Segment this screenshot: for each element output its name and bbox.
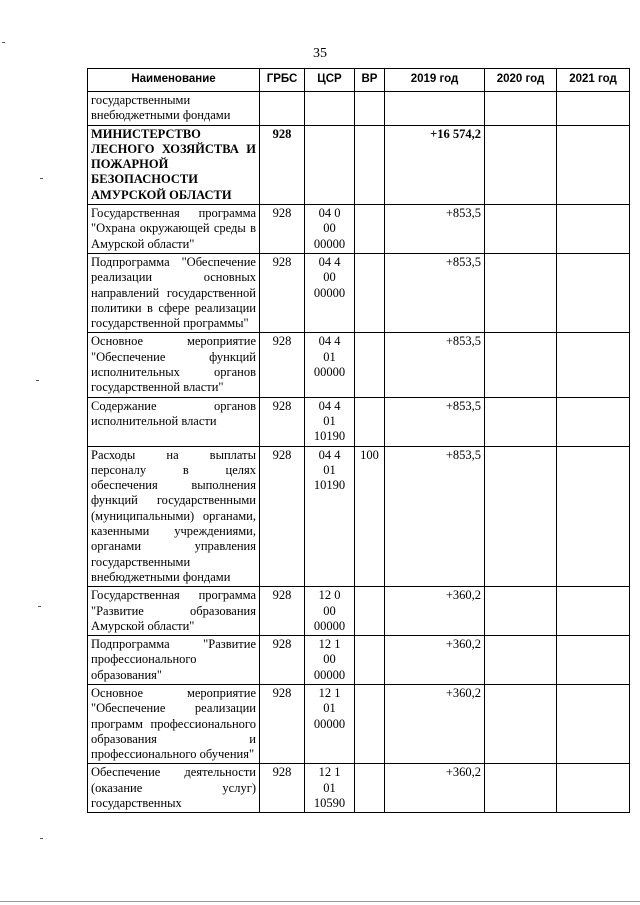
header-csr: ЦСР	[305, 69, 355, 92]
header-2019: 2019 год	[385, 69, 485, 92]
scan-margin-mark	[40, 178, 43, 179]
cell-2021	[557, 636, 630, 685]
cell-name: Содержание органов исполнительной власти	[88, 397, 260, 446]
cell-2019: +853,5	[385, 333, 485, 397]
cell-2020	[485, 587, 557, 636]
cell-2020	[485, 446, 557, 587]
page-number: 35	[313, 46, 327, 61]
cell-grbs: 928	[260, 253, 305, 332]
cell-2020	[485, 205, 557, 254]
cell-2019	[385, 92, 485, 126]
cell-2021	[557, 684, 630, 763]
cell-2019: +360,2	[385, 764, 485, 813]
table-row	[88, 253, 630, 332]
table-row	[88, 446, 630, 587]
cell-2021	[557, 764, 630, 813]
table-row	[88, 684, 630, 763]
cell-2021	[557, 92, 630, 126]
cell-csr: 04 4 01 10190	[305, 446, 355, 587]
scan-margin-mark	[36, 380, 39, 381]
table-row	[88, 333, 630, 397]
header-grbs: ГРБС	[260, 69, 305, 92]
table-header-row	[88, 69, 630, 92]
cell-2021	[557, 205, 630, 254]
cell-2020	[485, 397, 557, 446]
cell-2021	[557, 125, 630, 204]
cell-vr	[355, 636, 385, 685]
header-2021: 2021 год	[557, 69, 630, 92]
table-row	[88, 764, 630, 813]
cell-grbs	[260, 92, 305, 126]
cell-vr	[355, 587, 385, 636]
cell-2021	[557, 446, 630, 587]
cell-vr	[355, 397, 385, 446]
cell-grbs: 928	[260, 636, 305, 685]
cell-2019: +853,5	[385, 446, 485, 587]
cell-2019: +360,2	[385, 684, 485, 763]
cell-vr	[355, 253, 385, 332]
cell-2021	[557, 253, 630, 332]
cell-grbs: 928	[260, 125, 305, 204]
cell-vr	[355, 764, 385, 813]
cell-name: Основное мероприятие "Обеспечение функций исполнительных органов государственной власти"	[88, 333, 260, 397]
scan-margin-mark	[2, 42, 5, 43]
cell-name: Подпрограмма "Развитие профессионального образования"	[88, 636, 260, 685]
cell-csr: 12 0 00 00000	[305, 587, 355, 636]
scan-bottom-edge	[0, 901, 640, 902]
table-row	[88, 397, 630, 446]
header-vr: ВР	[355, 69, 385, 92]
cell-vr: 100	[355, 446, 385, 587]
cell-2020	[485, 333, 557, 397]
header-name: Наименование	[88, 69, 260, 92]
cell-csr: 04 4 01 00000	[305, 333, 355, 397]
cell-2020	[485, 92, 557, 126]
cell-name: МИНИСТЕРСТВО ЛЕСНОГО ХОЗЯЙСТВА И ПОЖАРНОЙ БЕЗОПАСНОСТИ АМУРСКОЙ ОБЛАСТИ	[88, 125, 260, 204]
table-row	[88, 92, 630, 126]
cell-vr	[355, 684, 385, 763]
cell-grbs: 928	[260, 397, 305, 446]
cell-name: Подпрограмма "Обеспечение реализации основных направлений государственной политики в сфере реализации государственной программы"	[88, 253, 260, 332]
cell-2020	[485, 125, 557, 204]
table-row	[88, 125, 630, 204]
table-row	[88, 587, 630, 636]
budget-table	[87, 68, 630, 813]
cell-csr: 04 4 01 10190	[305, 397, 355, 446]
cell-2020	[485, 636, 557, 685]
cell-grbs: 928	[260, 587, 305, 636]
cell-csr: 12 1 01 10590	[305, 764, 355, 813]
scan-margin-mark	[38, 606, 41, 607]
cell-2019: +360,2	[385, 636, 485, 685]
cell-csr	[305, 125, 355, 204]
cell-2021	[557, 587, 630, 636]
cell-2020	[485, 764, 557, 813]
cell-name: государственными внебюджетными фондами	[88, 92, 260, 126]
cell-csr: 04 0 00 00000	[305, 205, 355, 254]
cell-name: Государственная программа "Развитие образования Амурской области"	[88, 587, 260, 636]
cell-vr	[355, 205, 385, 254]
cell-name: Государственная программа "Охрана окружающей среды в Амурской области"	[88, 205, 260, 254]
cell-vr	[355, 125, 385, 204]
cell-grbs: 928	[260, 684, 305, 763]
cell-2020	[485, 253, 557, 332]
scan-margin-mark	[40, 838, 43, 839]
cell-grbs: 928	[260, 333, 305, 397]
table-row	[88, 636, 630, 685]
cell-name: Обеспечение деятельности (оказание услуг) государственных	[88, 764, 260, 813]
cell-name: Расходы на выплаты персоналу в целях обеспечения выполнения функций государственными (муниципальными) органами, казенными учреждениями, органами управления государственными внебюджетными фондами	[88, 446, 260, 587]
cell-grbs: 928	[260, 446, 305, 587]
cell-2019: +853,5	[385, 397, 485, 446]
cell-csr: 04 4 00 00000	[305, 253, 355, 332]
cell-csr	[305, 92, 355, 126]
cell-vr	[355, 333, 385, 397]
cell-grbs: 928	[260, 205, 305, 254]
header-2020: 2020 год	[485, 69, 557, 92]
cell-name: Основное мероприятие "Обеспечение реализации программ профессионального образования и профессионального обучения"	[88, 684, 260, 763]
cell-2020	[485, 684, 557, 763]
cell-2019: +853,5	[385, 253, 485, 332]
cell-csr: 12 1 00 00000	[305, 636, 355, 685]
cell-vr	[355, 92, 385, 126]
cell-csr: 12 1 01 00000	[305, 684, 355, 763]
cell-2019: +853,5	[385, 205, 485, 254]
cell-2019: +360,2	[385, 587, 485, 636]
cell-2021	[557, 397, 630, 446]
cell-grbs: 928	[260, 764, 305, 813]
cell-2021	[557, 333, 630, 397]
cell-2019: +16 574,2	[385, 125, 485, 204]
table-row	[88, 205, 630, 254]
